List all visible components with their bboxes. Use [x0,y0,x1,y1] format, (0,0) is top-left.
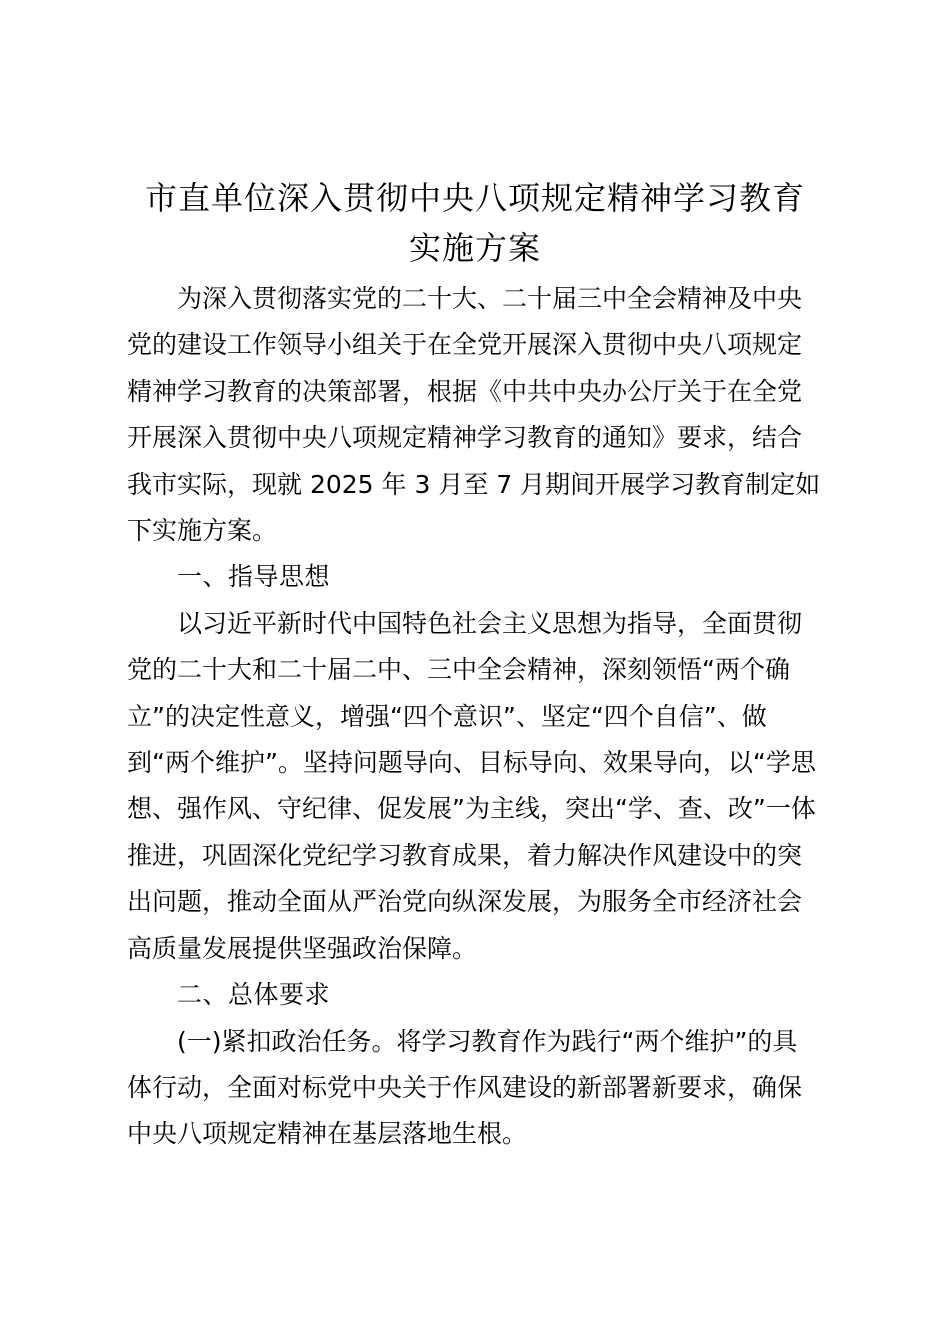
section-1-line: 推进，巩固深化党纪学习教育成果，着力解决作风建设中的突 [127,840,803,870]
section-2-line: (一)紧扣政治任务。将学习教育作为践行“两个维护”的具 [177,1026,798,1056]
intro-line: 下实施方案。 [127,516,278,546]
intro-paragraph [127,276,839,554]
document-title-line-2: 实施方案 [408,229,541,267]
document-body [127,276,839,1158]
section-2-line: 中央八项规定精神在基层落地生根。 [127,1119,528,1149]
intro-line: 我市实际，现就 2025 年 3 月至 7 月期间开展学习教育制定如 [127,469,821,499]
section-1-line: 党的二十大和二十届二中、三中全会精神，深刻领悟“两个确 [127,655,790,685]
intro-line: 开展深入贯彻中央八项规定精神学习教育的通知》要求，结合 [127,423,803,453]
intro-line: 精神学习教育的决策部署，根据《中共中央办公厅关于在全党 [127,376,803,406]
intro-line: 为深入贯彻落实党的二十大、二十届三中全会精神及中央 [177,284,803,313]
section-1-line: 到“两个维护”。坚持问题导向、目标导向、效果导向，以“学思 [127,748,816,778]
intro-line: 党的建设工作领导小组关于在全党开展深入贯彻中央八项规定 [127,330,803,360]
section-1-heading: 一、指导思想 [177,562,331,592]
section-1-line: 以习近平新时代中国特色社会主义思想为指导，全面贯彻 [177,608,803,638]
section-2-heading: 二、总体要求 [177,980,331,1010]
section-1-line: 立”的决定性意义，增强“四个意识”、坚定“四个自信”、做 [127,701,767,731]
section-2-line: 体行动，全面对标党中央关于作风建设的新部署新要求，确保 [127,1072,803,1102]
document-title-line-1: 市直单位深入贯彻中央八项规定精神学习教育 [144,179,805,217]
section-2-paragraph [127,1019,839,1158]
section-1-line: 出问题，推动全面从严治党向纵深发展，为服务全市经济社会 [127,887,803,917]
section-1-line: 想、强作风、守纪律、促发展”为主线，突出“学、查、改”一体 [127,794,816,824]
section-1-paragraph [127,601,839,972]
section-1-line: 高质量发展提供坚强政治保障。 [127,933,478,963]
